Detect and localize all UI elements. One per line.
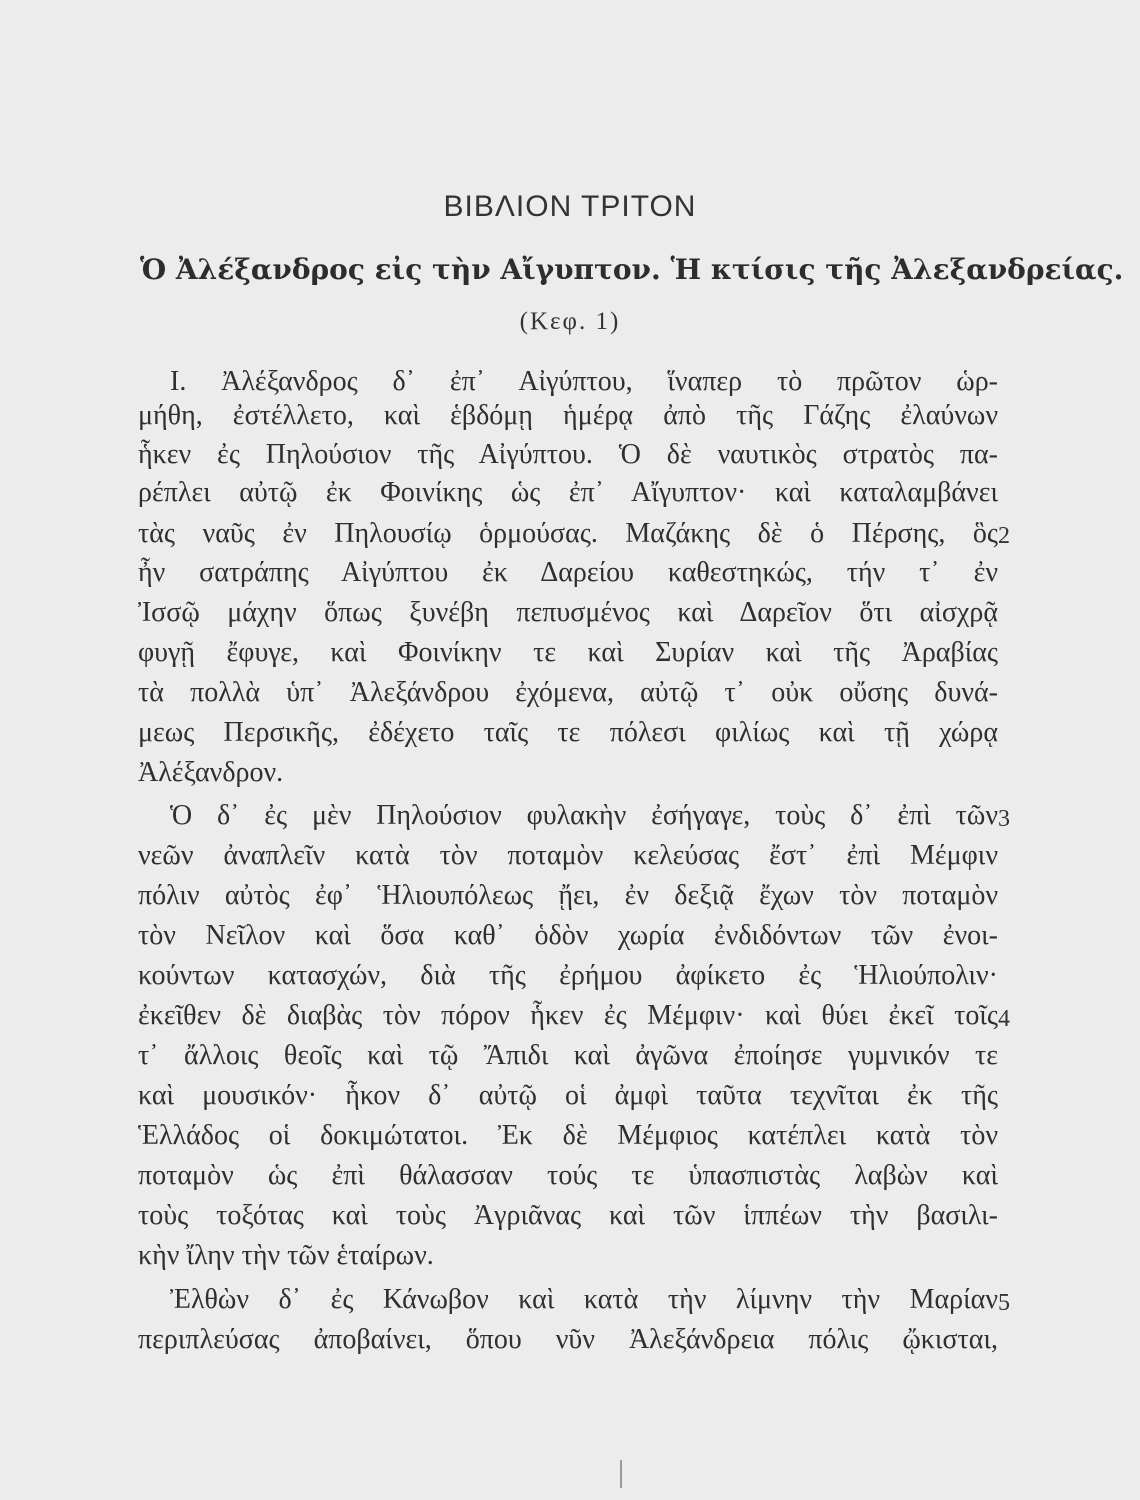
text-line: τ᾽ ἄλλοις θεοῖς καὶ τῷ Ἄπιδι καὶ ἀγῶνα ἐποίησε γυμνικόν τε [138,1040,998,1071]
text-line: ρέπλει αὐτῷ ἐκ Φοινίκης ὡς ἐπ᾽ Αἴγυπτον· καὶ καταλαμβάνει [138,477,998,508]
chapter-heading: Ὁ Ἀλέξανδρος εἰς τὴν Αἴγυπτον. Ἡ κτίσις τῆς Ἀλεξανδρείας. [140,253,1124,286]
book-title: ΒΙΒΛΙΟΝ ΤΡΙΤΟΝ [443,190,697,223]
text-line: καὶ μουσικόν· ἧκον δ᾽ αὐτῷ οἱ ἀμφὶ ταῦτα τεχνῖται ἐκ τῆς [138,1080,998,1111]
text-line: πόλιν αὐτὸς ἐφ᾽ Ἡλιουπόλεως ᾔει, ἐν δεξιᾷ ἔχων τὸν ποταμὸν [138,880,998,911]
text-line: ἦν σατράπης Αἰγύπτου ἐκ Δαρείου καθεστηκώς, τήν τ᾽ ἐν [138,557,998,588]
text-line: Ἰσσῷ μάχην ὅπως ξυνέβη πεπυσμένος καὶ Δαρεῖον ὅτι αἰσχρᾷ [138,597,998,628]
text-line: μήθη, ἐστέλλετο, καὶ ἑβδόμῃ ἡμέρᾳ ἀπὸ τῆς Γάζης ἐλαύνων [138,400,998,431]
section-number: 5 [998,1290,1010,1316]
text-line: νεῶν ἀναπλεῖν κατὰ τὸν ποταμὸν κελεύσας ἔστ᾽ ἐπὶ Μέμφιν [138,840,998,871]
section-number: 2 [998,523,1010,549]
text-line: τοὺς τοξότας καὶ τοὺς Ἀγριᾶνας καὶ τῶν ἱππέων τὴν βασιλι- [138,1200,998,1231]
text-line: τὰ πολλὰ ὑπ᾽ Ἀλεξάνδρου ἐχόμενα, αὐτῷ τ᾽ οὐκ οὔσης δυνά- [138,677,998,708]
text-line: Ὁ δ᾽ ἐς μὲν Πηλούσιον φυλακὴν ἐσήγαγε, τοὺς δ᾽ ἐπὶ τῶν [170,800,998,831]
page-mark [620,1460,622,1488]
text-line: ἐκεῖθεν δὲ διαβὰς τὸν πόρον ἧκεν ἐς Μέμφιν· καὶ θύει ἐκεῖ τοῖς [138,1000,998,1031]
text-line: I. Ἀλέξανδρος δ᾽ ἐπ᾽ Αἰγύπτου, ἵναπερ τὸ πρῶτον ὡρ- [170,366,998,397]
text-line: μεως Περσικῆς, ἐδέχετο ταῖς τε πόλεσι φιλίως καὶ τῇ χώρᾳ [138,717,998,748]
text-line: ποταμὸν ὡς ἐπὶ θάλασσαν τούς τε ὑπασπιστὰς λαβὼν καὶ [138,1160,998,1191]
text-line: Ἑλλάδος οἱ δοκιμώτατοι. Ἐκ δὲ Μέμφιος κατέπλει κατὰ τὸν [138,1120,998,1151]
text-line: κὴν ἴλην τὴν τῶν ἑταίρων. [138,1240,434,1271]
section-number: 4 [998,1006,1010,1032]
chapter-reference: (Κεφ. 1) [519,308,621,335]
text-line: ἧκεν ἐς Πηλούσιον τῆς Αἰγύπτου. Ὁ δὲ ναυτικὸς στρατὸς πα- [138,439,998,470]
text-line: τὰς ναῦς ἐν Πηλουσίῳ ὁρμούσας. Μαζάκης δὲ ὁ Πέρσης, ὃς [138,518,998,549]
text-line: Ἐλθὼν δ᾽ ἐς Κάνωβον καὶ κατὰ τὴν λίμνην τὴν Μαρίαν [170,1284,998,1315]
section-number: 3 [998,806,1010,832]
text-line: φυγῇ ἔφυγε, καὶ Φοινίκην τε καὶ Συρίαν καὶ τῆς Ἀραβίας [138,637,998,668]
text-line: τὸν Νεῖλον καὶ ὅσα καθ᾽ ὁδὸν χωρία ἐνδιδόντων τῶν ἐνοι- [138,920,998,951]
text-line: περιπλεύσας ἀποβαίνει, ὅπου νῦν Ἀλεξάνδρεια πόλις ᾤκισται, [138,1324,998,1355]
text-line: κούντων κατασχών, διὰ τῆς ἐρήμου ἀφίκετο ἐς Ἡλιούπολιν· [138,960,998,991]
text-line: Ἀλέξανδρον. [138,757,284,788]
